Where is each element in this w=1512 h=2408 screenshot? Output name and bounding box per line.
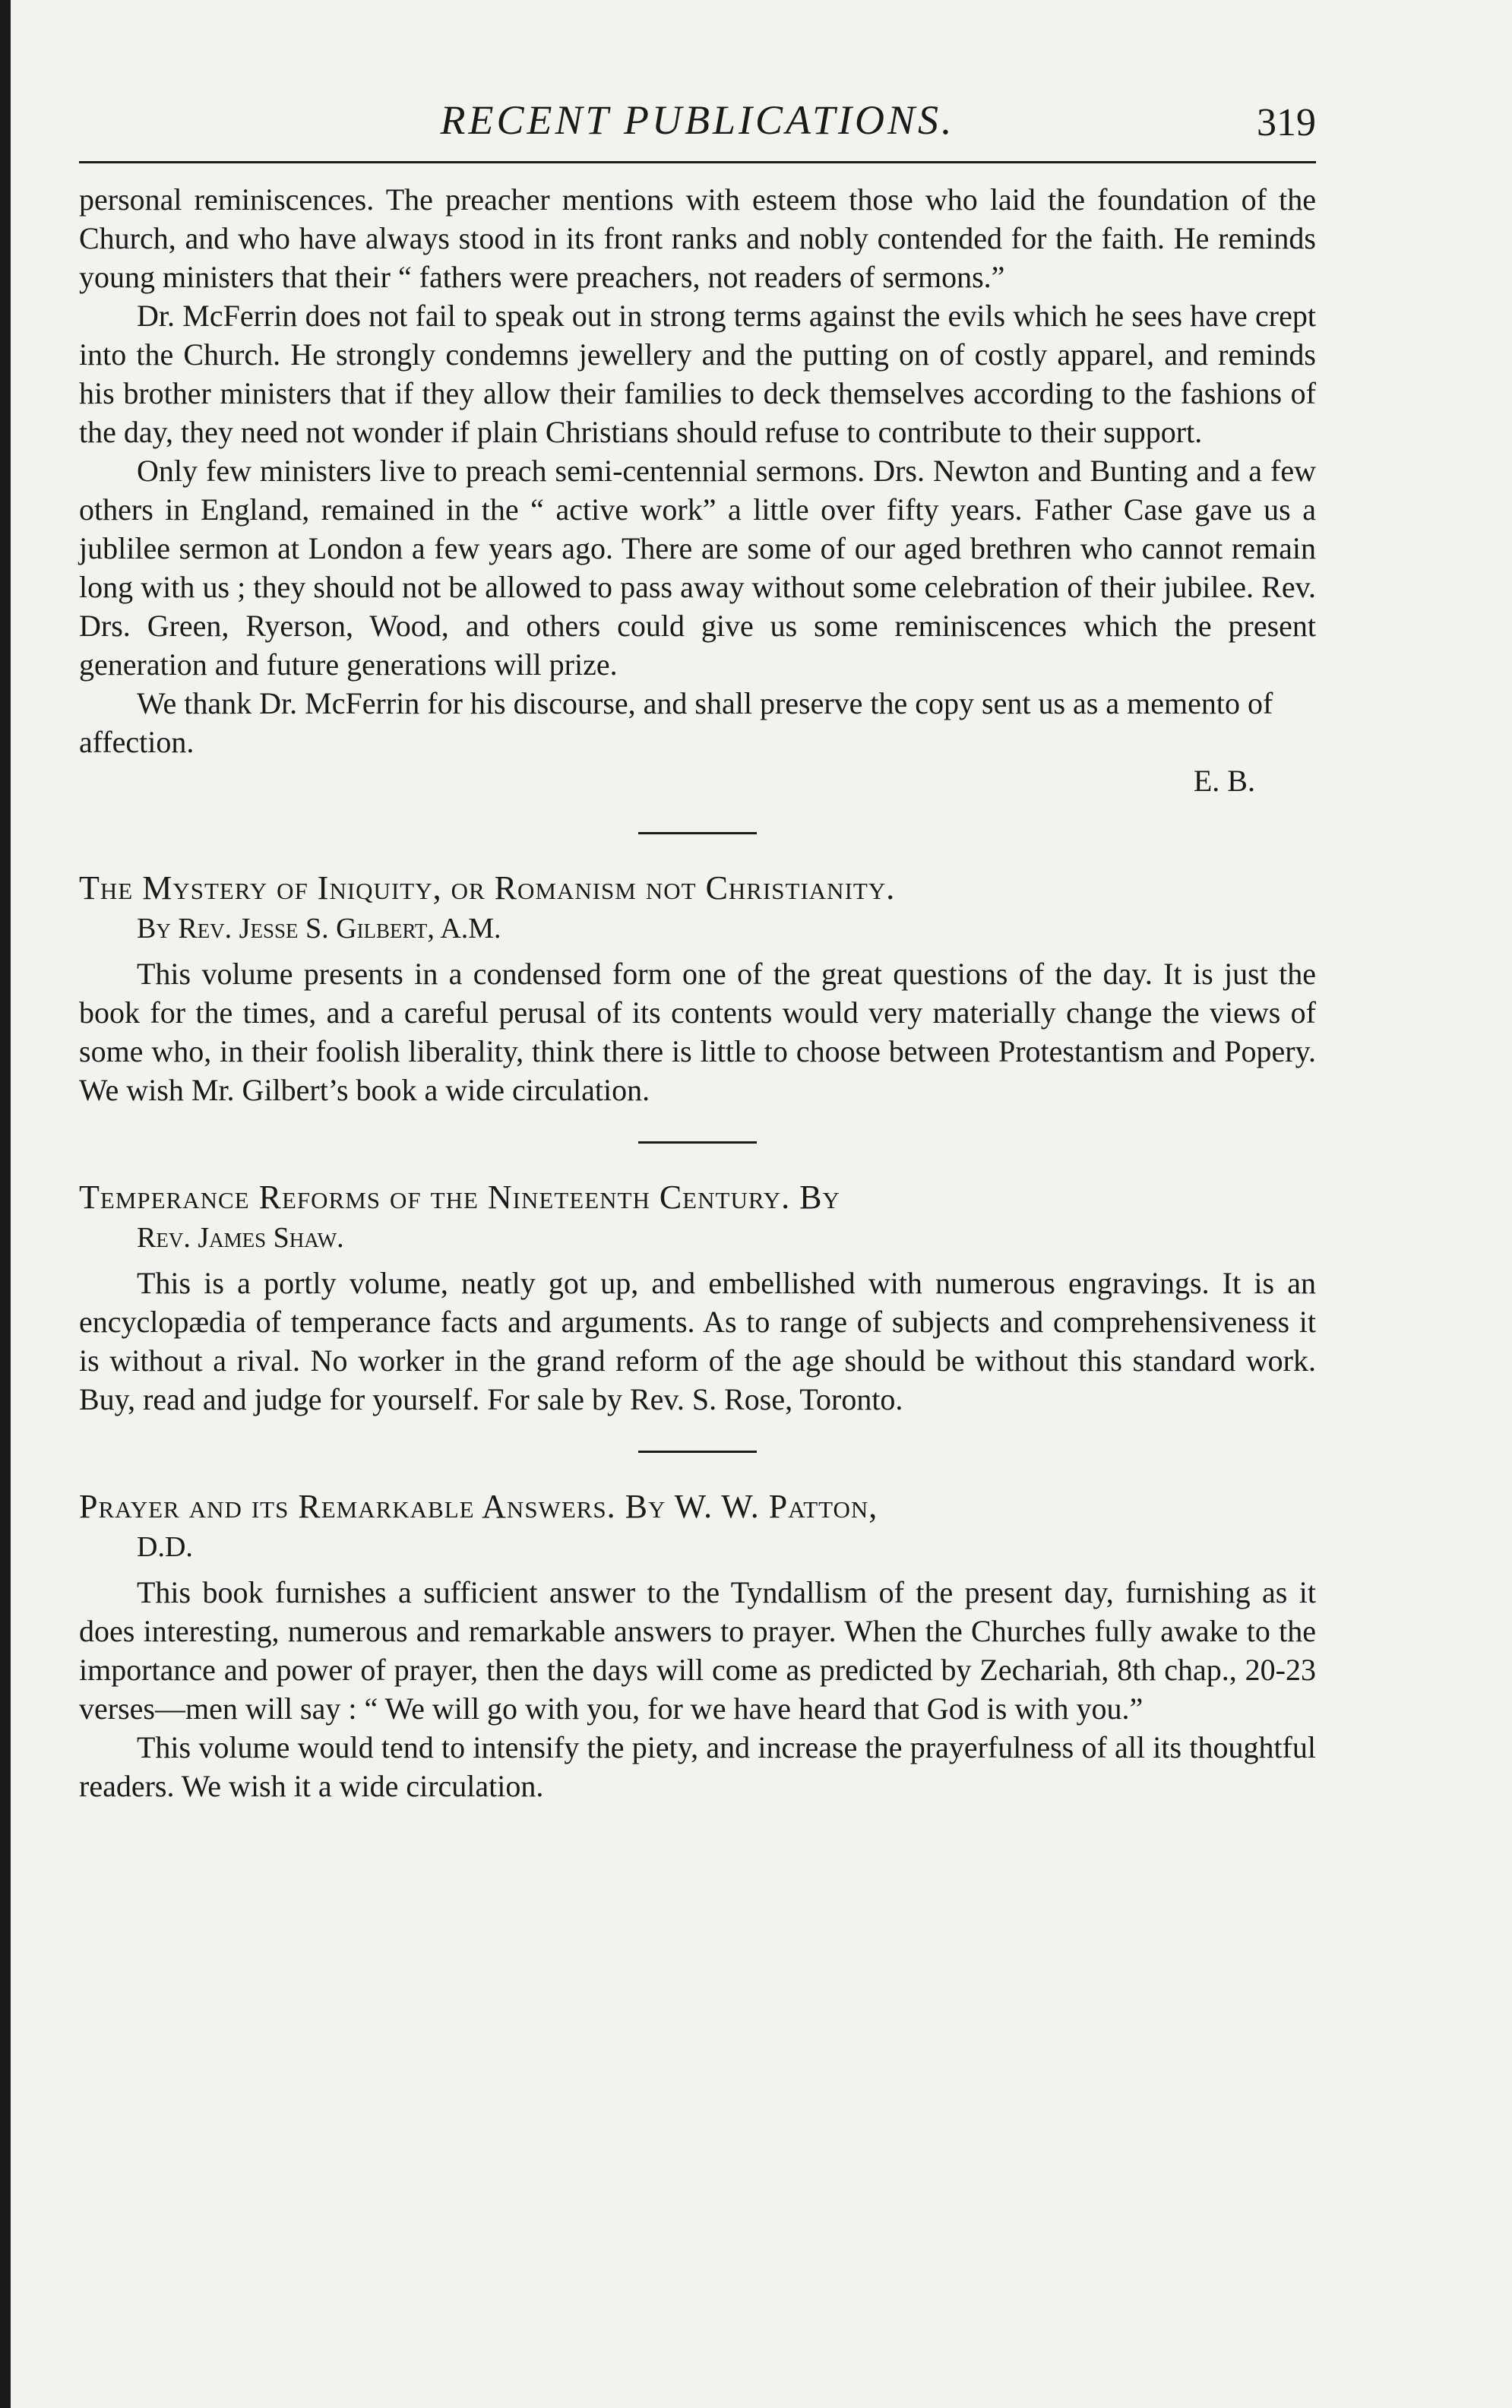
review-section (79, 1177, 1316, 1419)
book-title: Temperance Reforms of the Nineteenth Century. By (79, 1179, 840, 1216)
review-section (79, 868, 1316, 1109)
paragraph: personal reminiscences. The preacher mentions with esteem those who laid the foundation of the Church, and who have always stood in its front ranks and nobly contended for the faith. He reminds young ministers that their “ fathers were preachers, not readers of sermons.” (79, 182, 1316, 294)
section-divider (638, 832, 757, 834)
running-title: RECENT PUBLICATIONS. (440, 97, 955, 143)
paragraph: This volume would tend to intensify the piety, and increase the prayerfulness of all its thoughtful readers. We wish it a wide circulation. (79, 1730, 1316, 1803)
section-divider (638, 1451, 757, 1453)
paragraph: This is a portly volume, neatly got up, and embellished with numerous engravings. It is an encyclopædia of temperance facts and arguments. As to range of subjects and comprehensiveness it is without a rival. No worker in the grand reform of the age should be without this standard work. Buy, read and judge for yourself. For sale by Rev. S. Rose, Toronto. (79, 1266, 1316, 1416)
book-spine-edge (0, 0, 11, 2408)
section-divider (638, 1141, 757, 1144)
book-author: By Rev. Jesse S. Gilbert, A.M. (137, 913, 501, 945)
header-rule (79, 161, 1316, 163)
signoff (79, 761, 1316, 800)
closing-paragraph: We thank Dr. McFerrin for his discourse, and shall preserve the copy sent us as a memento of affection. (79, 686, 1273, 759)
book-author: Rev. James Shaw. (137, 1222, 344, 1254)
book-title: The Mystery of Iniquity, or Romanism not Christianity. (79, 869, 896, 907)
page (79, 90, 1316, 1805)
page-header (79, 90, 1316, 150)
paragraph: This volume presents in a condensed form one of the great questions of the day. It is just the book for the times, and a careful perusal of its contents would very materially change the views of some who, in their foolish liberality, think there is little to choose between Protestantism and Popery. We wish Mr. Gilbert’s book a wide circulation. (79, 957, 1316, 1107)
book-title: Prayer and its Remarkable Answers. By W. W. Patton, (79, 1488, 878, 1525)
paragraph: This book furnishes a sufficient answer to the Tyndallism of the present day, furnishing as it does interesting, numerous and remarkable answers to prayer. When the Churches fully awake to the importance and power of prayer, then the days will come as predicted by Zechariah, 8th chap., 20-23 verses—men will say : “ We will go with you, for we have heard that God is with you.” (79, 1575, 1316, 1726)
page-number: 319 (1257, 101, 1316, 144)
intro-section (79, 180, 1316, 800)
book-author: D.D. (137, 1531, 193, 1563)
review-section (79, 1486, 1316, 1805)
reviewer-initials: E. B. (1193, 764, 1255, 798)
paragraph: Dr. McFerrin does not fail to speak out in strong terms against the evils which he sees have crept into the Church. He strongly condemns jewellery and the putting on of costly apparel, and reminds his brother ministers that if they allow their families to deck themselves according to the fashions of the day, they need not wonder if plain Christians should refuse to contribute to their support. (79, 299, 1316, 449)
paragraph: Only few ministers live to preach semi-centennial sermons. Drs. Newton and Bunting and a few others in England, remained in the “ active work” a little over fifty years. Father Case gave us a jublilee sermon at London a few years ago. There are some of our aged brethren who cannot remain long with us ; they should not be allowed to pass away without some celebration of their jubilee. Rev. Drs. Green, Ryerson, Wood, and others could give us some reminiscences which the present generation and future generations will prize. (79, 454, 1316, 682)
